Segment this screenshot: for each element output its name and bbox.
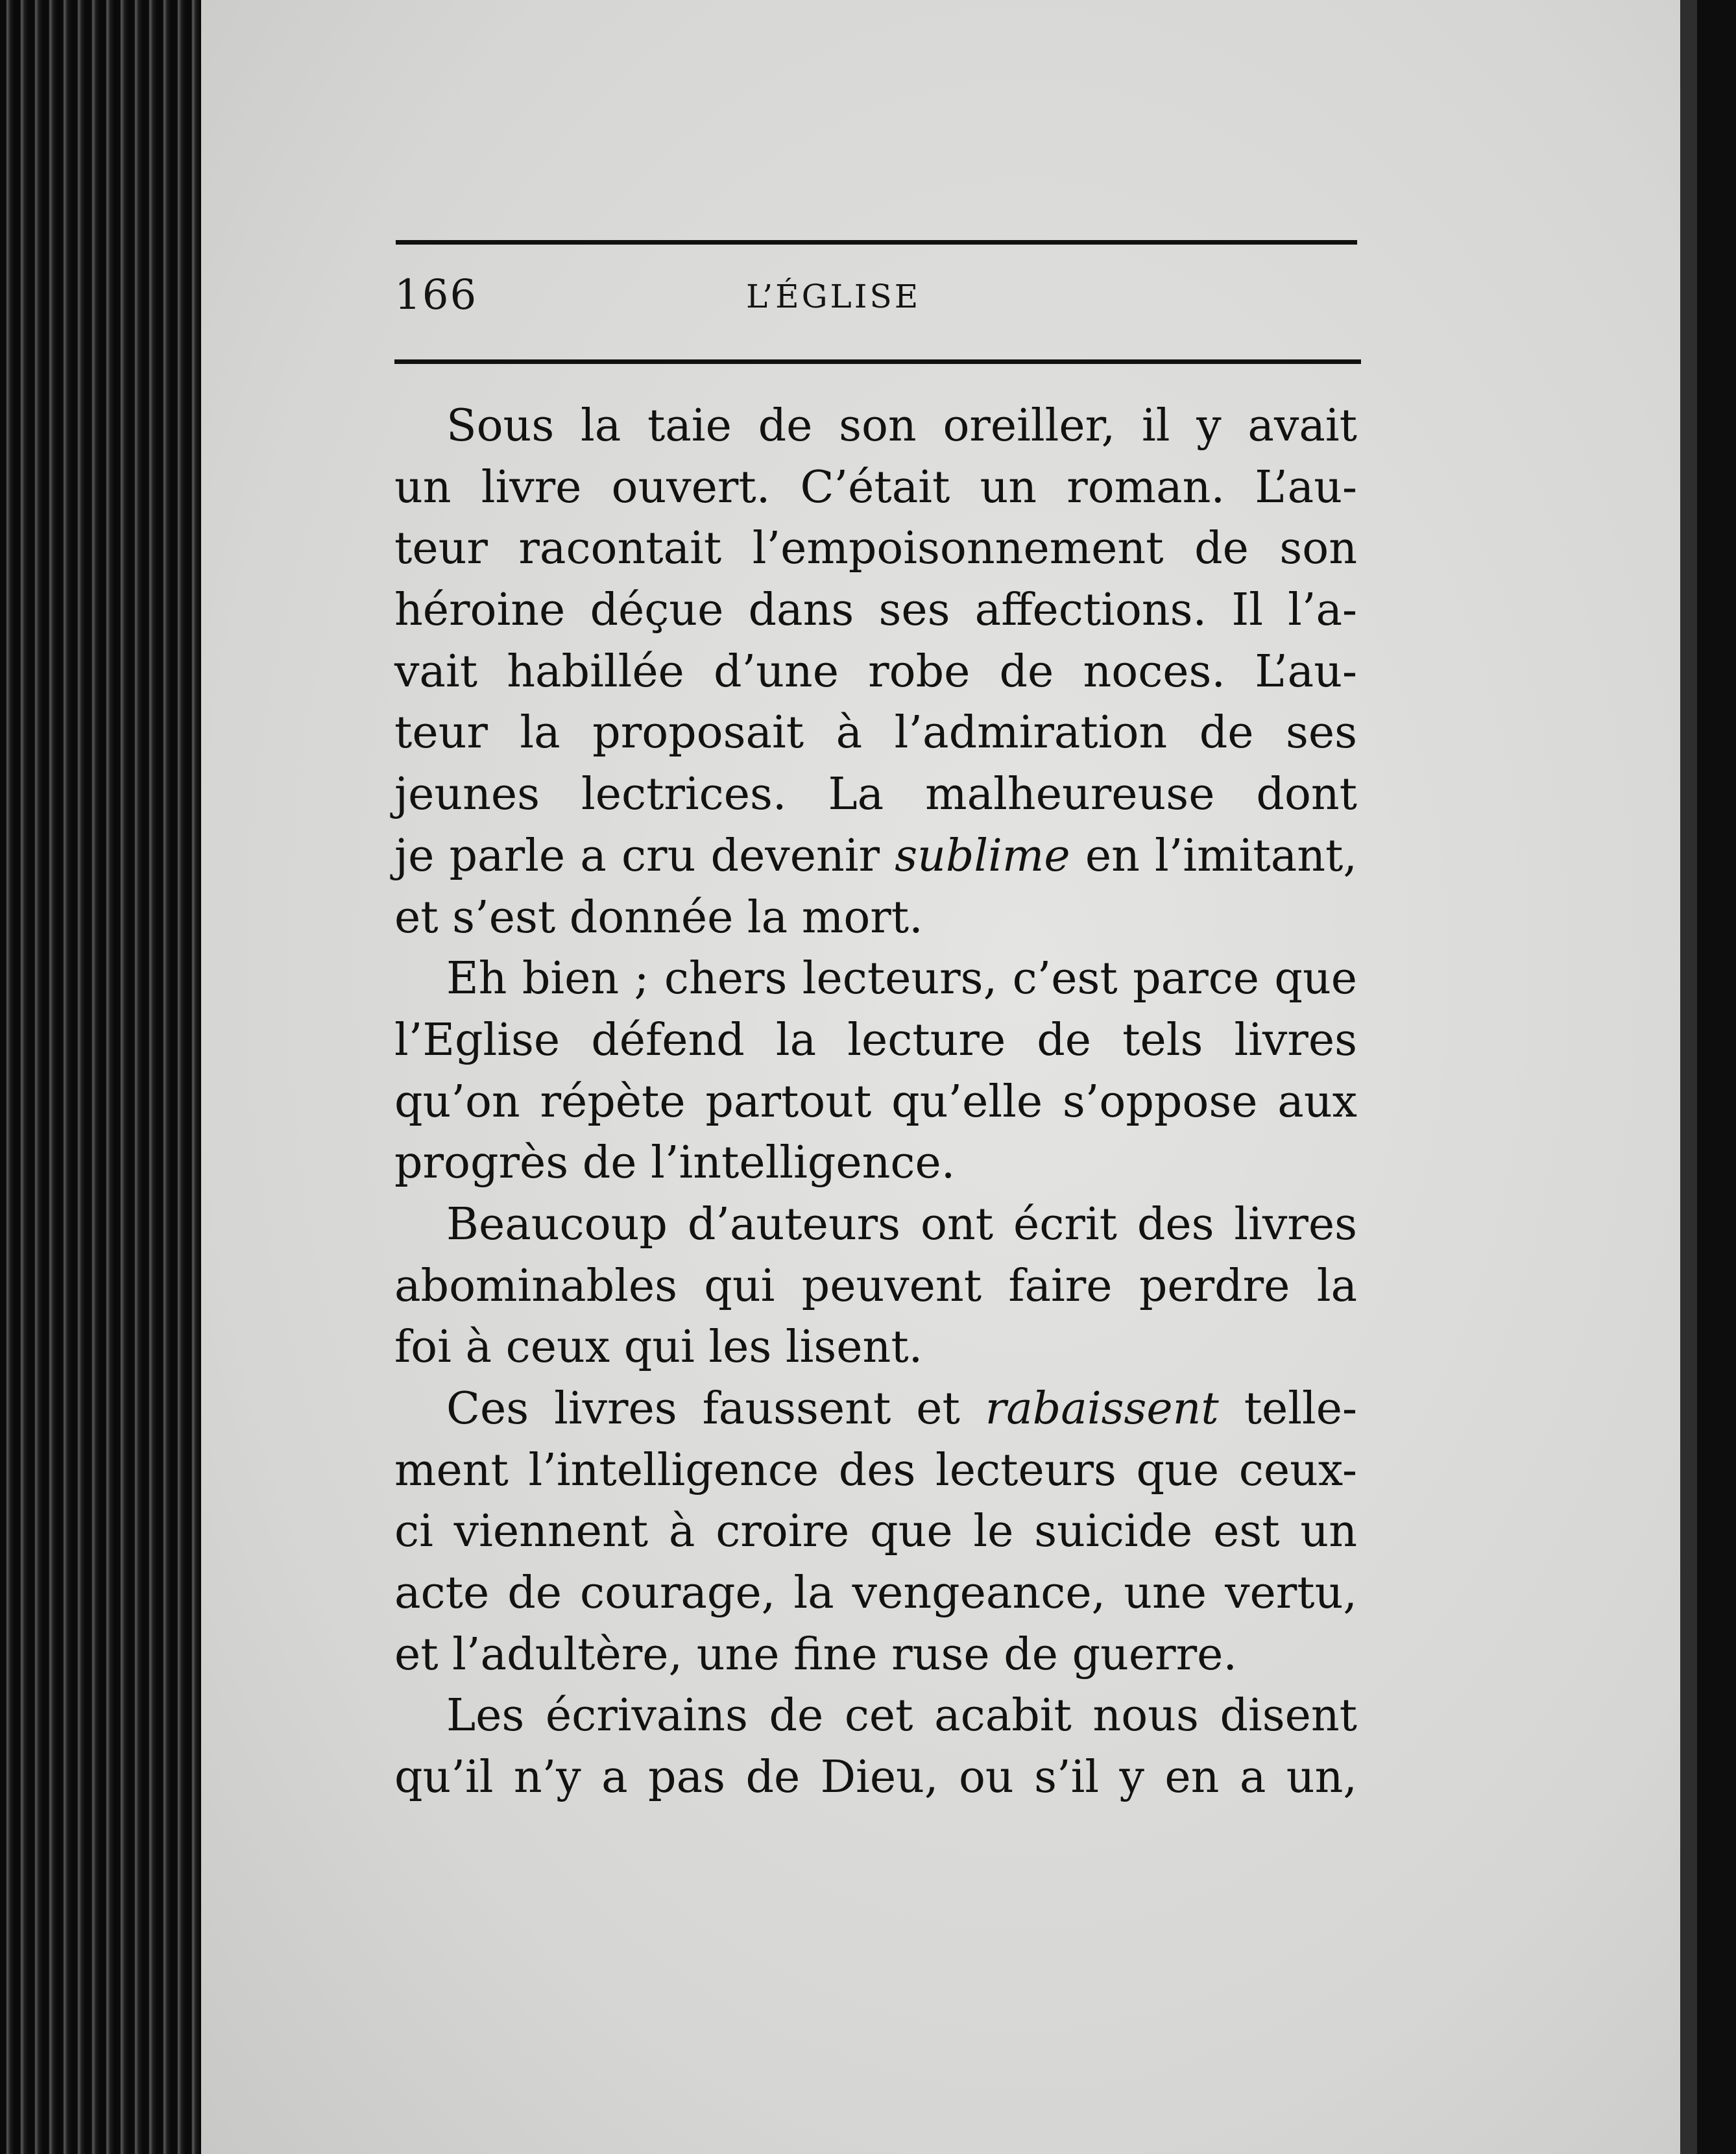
- text-line: qu’il n’y a pas de Dieu, ou s’il y en a un,: [394, 1752, 1357, 1804]
- book-spine-edge: [0, 0, 214, 2154]
- header-rule-top: [396, 240, 1357, 245]
- text-line: et l’adultère, une fine ruse de guerre.: [394, 1628, 1238, 1680]
- text-line: ci viennent à croire que le suicide est un: [394, 1506, 1357, 1558]
- text-line: Les écrivains de cet acabit nous disent: [446, 1690, 1357, 1742]
- text-line: l’Eglise défend la lecture de tels livres: [394, 1014, 1357, 1066]
- text-line: qu’on répète partout qu’elle s’oppose aux: [394, 1076, 1357, 1128]
- facing-page-edge: [1680, 0, 1736, 2154]
- text-segment: je parle a cru devenir: [394, 830, 895, 882]
- text-line: jeunes lectrices. La malheureuse dont: [394, 769, 1357, 821]
- text-line: vait habillée d’une robe de noces. L’au-: [394, 646, 1357, 697]
- text-line: acte de courage, la vengeance, une vertu,: [394, 1567, 1357, 1619]
- text-line: Beaucoup d’auteurs ont écrit des livres: [446, 1198, 1357, 1250]
- page-number: 166: [394, 271, 478, 319]
- text-line: [394, 1379, 1357, 1440]
- text-line: [394, 826, 1357, 888]
- text-line: abominables qui peuvent faire perdre la: [394, 1260, 1357, 1312]
- text-segment: Ces livres faussent et: [446, 1383, 985, 1434]
- text-segment: en l’imitant,: [1070, 830, 1357, 882]
- text-line: ment l’intelligence des lecteurs que ceux-: [394, 1444, 1357, 1496]
- header-rule-bottom: [394, 359, 1361, 364]
- text-line: progrès de l’intelligence.: [394, 1137, 956, 1189]
- text-line: foi à ceux qui les lisent.: [394, 1322, 923, 1373]
- text-line: et s’est donnée la mort.: [394, 891, 923, 943]
- body-text: [394, 396, 1357, 1809]
- text-line: un livre ouvert. C’était un roman. L’au-: [394, 461, 1357, 513]
- text-line: Eh bien ; chers lecteurs, c’est parce que: [446, 953, 1357, 1005]
- text-segment: telle-: [1218, 1383, 1357, 1434]
- text-line: teur racontait l’empoisonnement de son: [394, 523, 1357, 575]
- text-line: héroine déçue dans ses affections. Il l’a-: [394, 585, 1357, 636]
- text-line: Sous la taie de son oreiller, il y avait: [446, 400, 1357, 452]
- running-head: L’ÉGLISE: [746, 278, 921, 315]
- italic-word: rabaissent: [985, 1383, 1219, 1434]
- text-line: teur la proposait à l’admiration de ses: [394, 707, 1357, 759]
- italic-word: sublime: [895, 830, 1070, 882]
